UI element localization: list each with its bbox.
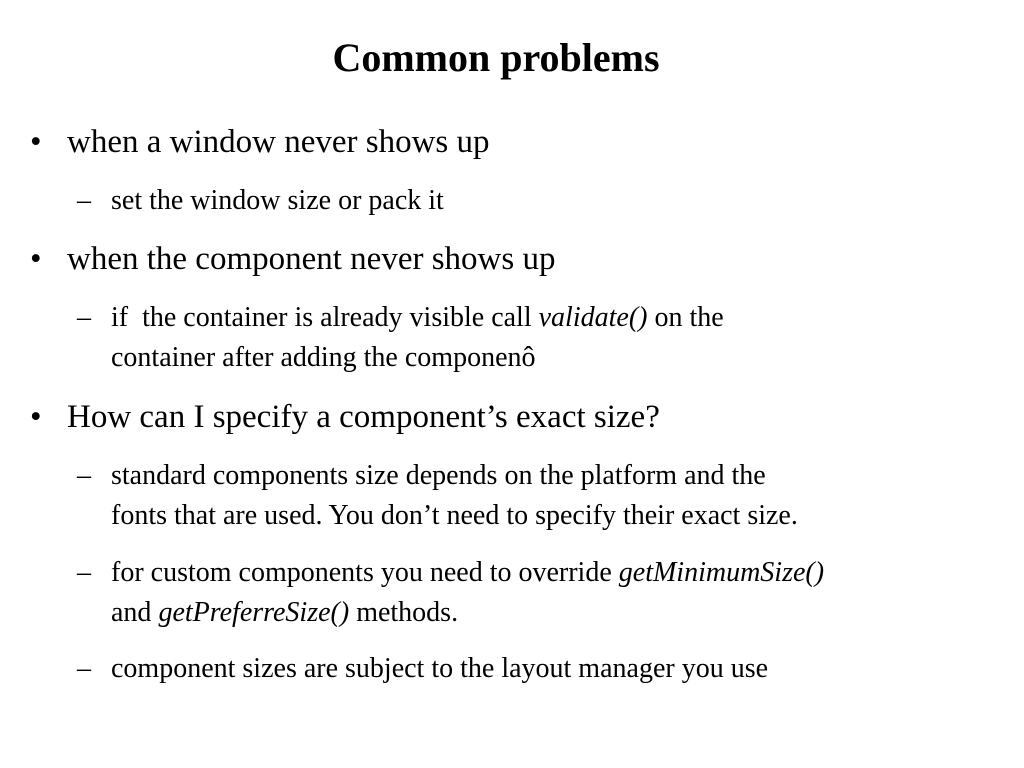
bullet-marker: • <box>30 124 42 160</box>
dash-marker: – <box>77 302 91 333</box>
bullet-text: when the component never shows up <box>67 241 556 277</box>
text-line <box>111 553 991 593</box>
dash-marker: – <box>77 185 91 216</box>
dash-marker: – <box>77 557 91 588</box>
text-run: on the <box>647 302 724 333</box>
bullet-marker: • <box>30 241 42 277</box>
method-name: getPreferreSize() <box>158 597 350 628</box>
text-run: methods. <box>349 597 459 628</box>
text-line: container after adding the componenô <box>111 342 536 373</box>
text-run: for custom components you need to override <box>111 557 619 588</box>
sub-bullet-text <box>111 298 991 378</box>
text-line: fonts that are used. You don’t need to specify their exact size. <box>111 500 798 531</box>
slide-title: Common problems <box>332 35 660 80</box>
text-line <box>111 298 991 338</box>
text-line <box>111 593 991 633</box>
sub-bullet-text <box>111 553 991 633</box>
sub-bullet-text <box>111 456 991 536</box>
bullet-text: when a window never shows up <box>67 124 490 160</box>
method-name: getMinimumSize() <box>618 557 825 588</box>
text-line: standard components size depends on the platform and the <box>111 460 766 491</box>
bullet-text: How can I specify a component’s exact size? <box>67 399 660 435</box>
method-name: validate() <box>538 302 648 333</box>
dash-marker: – <box>77 653 91 684</box>
sub-bullet-text: set the window size or pack it <box>111 185 444 216</box>
sub-bullet-text: component sizes are subject to the layout manager you use <box>111 653 769 684</box>
text-run: if the container is already visible call <box>111 302 539 333</box>
dash-marker: – <box>77 460 91 491</box>
bullet-marker: • <box>30 399 42 435</box>
text-run: and <box>111 597 159 628</box>
